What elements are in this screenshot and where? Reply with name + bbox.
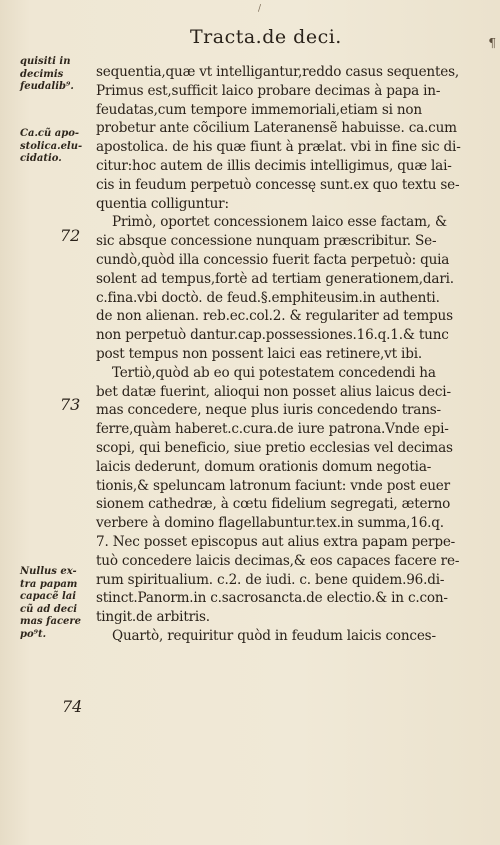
text-line: Primò, oportet concessionem laico esse factam, & [112,214,447,231]
text-line: bet datæ fuerint, alioqui non posset alius laicus deci- [96,383,451,400]
text-line: sequentia,quæ vt intelligantur,reddo casus sequentes, [96,64,459,80]
text-line: stinct.Panorm.in c.sacrosancta.de electio.& in c.con- [96,590,448,607]
text-line: Tertiò,quòd ab eo qui potestatem concedendi ha [112,364,436,381]
text-line: Quartò, requiritur quòd in feudum laicis conces- [112,627,436,644]
text-line: Primus est,sufficit laico probare decimas à papa in- [96,82,441,99]
text-line: mas concedere, neque plus iuris concedendo trans- [96,402,441,419]
text-line: tingit.de arbitris. [96,609,210,626]
text-line: post tempus non possent laici eas retinere,vt ibi. [96,345,422,362]
text-line: cundò,quòd illa concessio fuerit facta perpetuò: quia [96,251,450,268]
margin-note-3: Nullus ex- tra papam capacẽ lai cũ ad deci mas facere po⁹t. [20,566,82,640]
text-line: solent ad tempus,fortè ad tertiam generationem,dari. [96,270,454,287]
text-line: de non alienan. reb.ec.col.2. & regulariter ad tempus [96,308,453,325]
margin-note-2: Ca.cũ apo- stolica.elu- cidatio. [20,128,83,164]
body-text [96,63,488,646]
text-line: laicis dederunt, domum orationis domum negotia- [96,458,432,475]
text-line: tionis,& speluncam latronum faciunt: vnde post euer [96,477,450,494]
text-line: non perpetuò dantur.cap.possessiones.16.q.1.& tunc [96,327,449,344]
text-line: sionem cathedræ, à cœtu fidelium segregati, æterno [96,496,451,513]
text-line: citur:hoc autem de illis decimis intelligimus, quæ lai- [96,157,452,174]
text-line: ferre,quàm haberet.c.cura.de iure patrona.Vnde epi- [96,421,449,438]
paragraph-number-73: 73 [60,395,81,414]
text-line: apostolica. de his quæ fiunt à prælat. vbi in fine sic di- [96,139,461,156]
page-tick-mark: / [258,4,262,14]
paragraph-number-74: 74 [62,697,83,716]
text-line: feudatas,cum tempore immemoriali,etiam si non [96,101,422,118]
text-line: c.fina.vbi doctò. de feud.§.emphiteusim.in authenti. [96,289,440,306]
running-header: Tracta.de deci. [190,26,342,48]
text-line: tuò concedere laicis decimas,& eos capaces facere re- [96,552,460,569]
edge-mark: ¶ [488,36,496,50]
text-line: verbere à domino flagellabuntur.tex.in summa,16.q. [96,515,444,532]
text-line: rum spiritualium. c.2. de iudi. c. bene quidem.96.di- [96,571,445,588]
text-line: quentia colliguntur: [96,195,229,212]
text-line: scopi, qui beneficio, siue pretio ecclesias vel decimas [96,439,453,456]
text-line: 7. Nec posset episcopus aut alius extra papam perpe- [96,533,456,550]
text-line: cis in feudum perpetuò concessę sunt.ex quo textu se- [96,176,460,193]
text-line: sic absque concessione nunquam præscribitur. Se- [96,233,437,250]
paragraph-number-72: 72 [60,226,81,245]
text-line: probetur ante cõcilium Lateranensẽ habuisse. ca.cum [96,120,457,137]
margin-note-1: quisiti in decimis feudalib⁹. [20,56,74,92]
